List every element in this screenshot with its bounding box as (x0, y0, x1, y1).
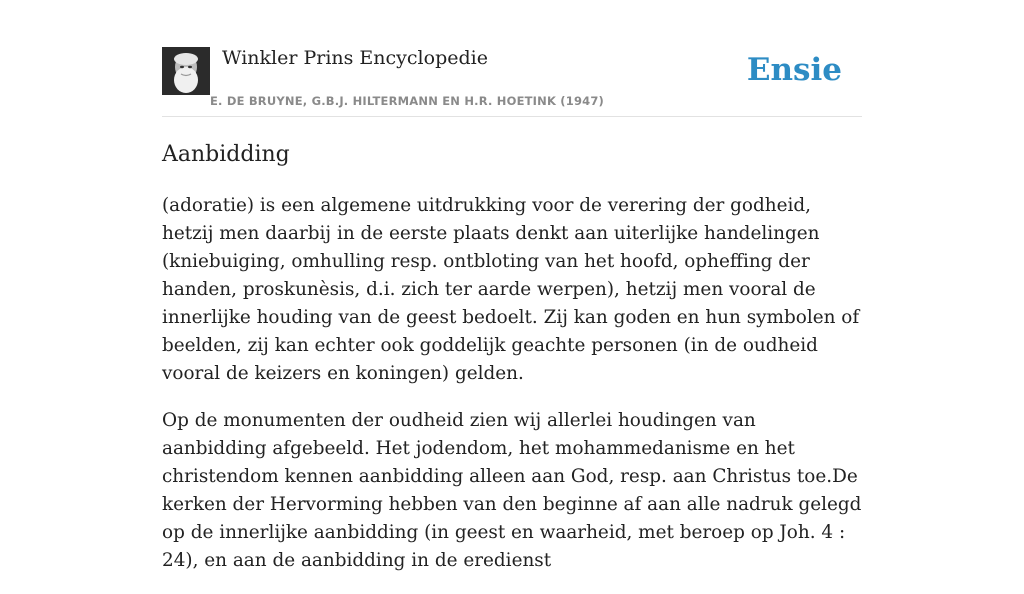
authors-line: E. DE BRUYNE, G.B.J. HILTERMANN EN H.R. HOETINK (1947) (210, 94, 605, 108)
portrait-avatar-icon (162, 47, 210, 95)
site-header (162, 46, 862, 117)
article-paragraph: (adoratie) is een algemene uitdrukking voor de verering der godheid, hetzij men daarbij in de eerste plaats denkt aan uiterlijke handelingen (kniebuiging, omhulling resp. ontbloting van het hoofd, opheffing der handen, proskunèsis, d.i. zich ter aarde werpen), hetzij men vooral de innerlijke houding van de geest bedoelt. Zij kan goden en hun symbolen of beelden, zij kan echter ook goddelijk geachte personen (in de oudheid vooral de keizers en koningen) gelden. (162, 195, 860, 384)
article-body (162, 192, 862, 594)
site-title[interactable]: Winkler Prins Encyclopedie (222, 47, 488, 69)
brand-logo[interactable]: Ensie (746, 52, 842, 88)
article-title: Aanbidding (162, 142, 290, 167)
article-paragraph: Op de monumenten der oudheid zien wij allerlei houdingen van aanbidding afgebeeld. Het jodendom, het mohammedanisme en het christendom kennen aanbidding alleen aan God, resp. aan Christus toe.De kerken der Hervorming hebben van den beginne af aan alle nadruk gelegd op de innerlijke aanbidding (in geest en waarheid, met beroep op Joh. 4 : 24), en aan de aanbidding in de eredienst (162, 410, 862, 571)
